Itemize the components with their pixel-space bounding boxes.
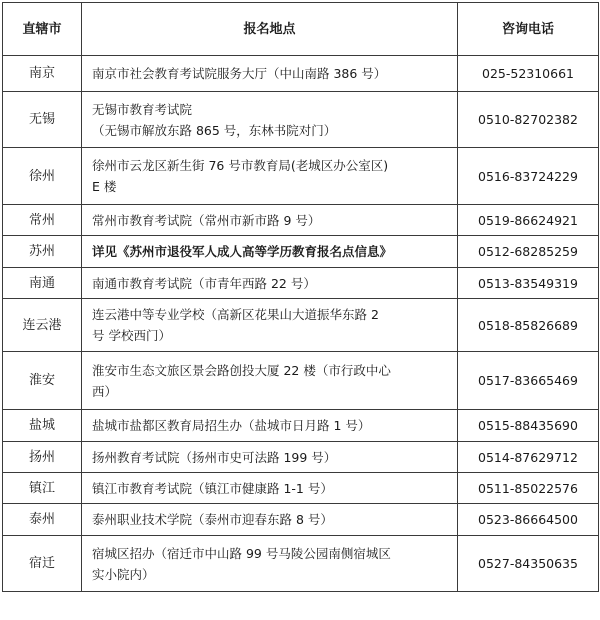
city-cell: 南京 bbox=[3, 56, 82, 92]
table-row bbox=[3, 410, 599, 442]
registration-table-container bbox=[2, 2, 598, 592]
header-city: 直辖市 bbox=[3, 3, 82, 56]
phone-cell: 0513-83549319 bbox=[458, 268, 599, 299]
address-cell: 扬州教育考试院（扬州市史可法路 199 号） bbox=[82, 442, 458, 473]
city-cell: 无锡 bbox=[3, 92, 82, 148]
address-cell: 常州市教育考试院（常州市新市路 9 号） bbox=[82, 205, 458, 236]
phone-cell: 0518-85826689 bbox=[458, 299, 599, 352]
registration-table bbox=[2, 2, 599, 592]
address-cell: 南通市教育考试院（市青年西路 22 号） bbox=[82, 268, 458, 299]
phone-cell: 0511-85022576 bbox=[458, 473, 599, 504]
address-cell: 宿城区招办（宿迁市中山路 99 号马陵公园南侧宿城区 实小院内） bbox=[82, 536, 458, 592]
address-cell: 镇江市教育考试院（镇江市健康路 1-1 号） bbox=[82, 473, 458, 504]
phone-cell: 0512-68285259 bbox=[458, 236, 599, 268]
address-cell: 详见《苏州市退役军人成人高等学历教育报名点信息》 bbox=[82, 236, 458, 268]
table-row bbox=[3, 56, 599, 92]
address-cell: 徐州市云龙区新生街 76 号市教育局(老城区办公室区) E 楼 bbox=[82, 148, 458, 205]
city-cell: 常州 bbox=[3, 205, 82, 236]
address-cell: 无锡市教育考试院 （无锡市解放东路 865 号，东林书院对门） bbox=[82, 92, 458, 148]
city-cell: 苏州 bbox=[3, 236, 82, 268]
table-row bbox=[3, 205, 599, 236]
table-row bbox=[3, 236, 599, 268]
phone-cell: 0517-83665469 bbox=[458, 352, 599, 410]
city-cell: 泰州 bbox=[3, 504, 82, 536]
phone-cell: 0516-83724229 bbox=[458, 148, 599, 205]
table-row bbox=[3, 536, 599, 592]
city-cell: 扬州 bbox=[3, 442, 82, 473]
city-cell: 镇江 bbox=[3, 473, 82, 504]
city-cell: 连云港 bbox=[3, 299, 82, 352]
phone-cell: 0510-82702382 bbox=[458, 92, 599, 148]
city-cell: 盐城 bbox=[3, 410, 82, 442]
table-row bbox=[3, 148, 599, 205]
phone-cell: 0519-86624921 bbox=[458, 205, 599, 236]
header-address: 报名地点 bbox=[82, 3, 458, 56]
address-cell: 盐城市盐都区教育局招生办（盐城市日月路 1 号） bbox=[82, 410, 458, 442]
city-cell: 南通 bbox=[3, 268, 82, 299]
address-cell: 淮安市生态文旅区景会路创投大厦 22 楼（市行政中心 西） bbox=[82, 352, 458, 410]
header-phone: 咨询电话 bbox=[458, 3, 599, 56]
table-header-row bbox=[3, 3, 599, 56]
city-cell: 淮安 bbox=[3, 352, 82, 410]
address-cell: 泰州职业技术学院（泰州市迎春东路 8 号） bbox=[82, 504, 458, 536]
phone-cell: 0527-84350635 bbox=[458, 536, 599, 592]
table-row bbox=[3, 473, 599, 504]
address-cell: 连云港中等专业学校（高新区花果山大道振华东路 2 号 学校西门） bbox=[82, 299, 458, 352]
address-cell: 南京市社会教育考试院服务大厅（中山南路 386 号） bbox=[82, 56, 458, 92]
table-row bbox=[3, 268, 599, 299]
table-row bbox=[3, 504, 599, 536]
phone-cell: 0523-86664500 bbox=[458, 504, 599, 536]
phone-cell: 025-52310661 bbox=[458, 56, 599, 92]
table-row bbox=[3, 92, 599, 148]
phone-cell: 0515-88435690 bbox=[458, 410, 599, 442]
table-row bbox=[3, 352, 599, 410]
city-cell: 徐州 bbox=[3, 148, 82, 205]
phone-cell: 0514-87629712 bbox=[458, 442, 599, 473]
table-row bbox=[3, 442, 599, 473]
table-row bbox=[3, 299, 599, 352]
city-cell: 宿迁 bbox=[3, 536, 82, 592]
